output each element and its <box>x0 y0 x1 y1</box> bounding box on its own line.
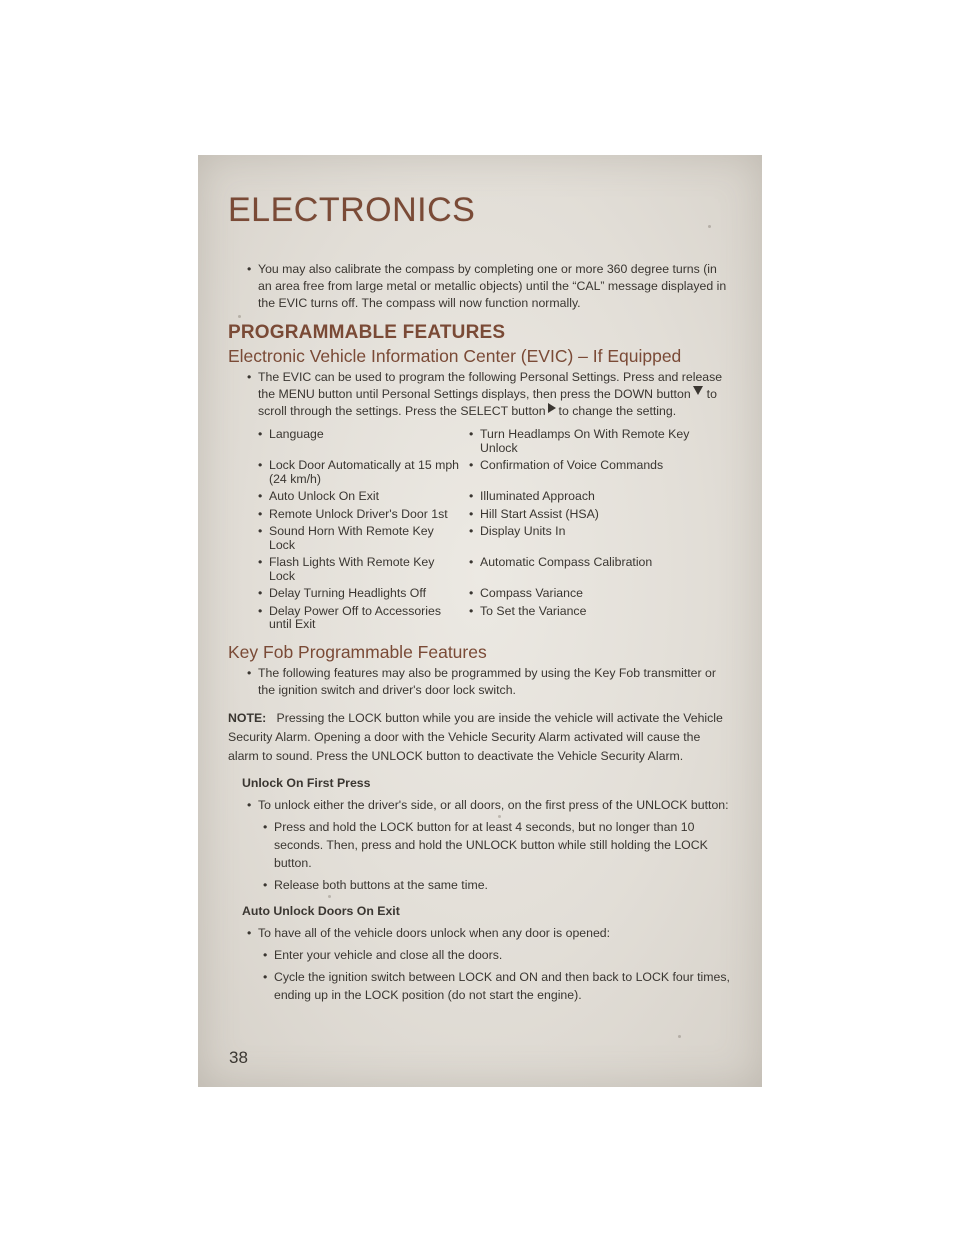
note-text: Pressing the LOCK button while you are inside the vehicle will activate the Vehicle Security Alarm. Opening a door with the Vehicle Security Alarm activated will cause the alarm to sound. Press the UNLOCK button to deactivate the Vehicle Security Alarm. <box>228 710 723 763</box>
section-title: ELECTRONICS <box>228 191 476 229</box>
settings-list-item: • Lock Door Automatically at 15 mph (24 km/h) <box>258 458 460 486</box>
page-number: 38 <box>229 1048 248 1067</box>
list-item: • Cycle the ignition switch between LOCK and ON and then back to LOCK four times, ending up in the LOCK position (do not start the engine). <box>263 969 730 1002</box>
paper-speck <box>708 225 711 228</box>
settings-list-item: • Delay Turning Headlights Off <box>258 586 426 600</box>
list-item: • To unlock either the driver's side, or all doors, on the first press of the UNLOCK button: <box>247 797 729 812</box>
list-item: • Release both buttons at the same time. <box>263 877 488 892</box>
list-item: • Enter your vehicle and close all the doors. <box>263 947 503 962</box>
bullet-glyph: • <box>247 262 252 276</box>
paper-speck <box>678 1035 681 1038</box>
evic-text-part1: The EVIC can be used to program the following Personal Settings. Press and release the MENU button until Personal Settings displays, then press the DOWN button <box>258 370 723 401</box>
evic-heading: Electronic Vehicle Information Center (EVIC) – If Equipped <box>228 346 682 366</box>
right-arrow-icon <box>548 403 556 413</box>
auto-unlock-heading: Auto Unlock Doors On Exit <box>242 903 400 918</box>
keyfob-text: The following features may also be programmed by using the Key Fob transmitter or the ignition switch and driver's door lock switch. <box>258 665 716 697</box>
settings-list-item: • Display Units In <box>469 524 566 538</box>
note-paragraph <box>228 709 730 766</box>
settings-list-item: • Remote Unlock Driver's Door 1st <box>258 506 448 521</box>
evic-bullet <box>247 369 730 420</box>
settings-grid <box>258 428 762 632</box>
settings-list-item: • Hill Start Assist (HSA) <box>469 506 599 521</box>
evic-text-part2: to scroll through the settings. Press the SELECT button <box>258 387 717 418</box>
settings-list-item: • Confirmation of Voice Commands <box>469 458 664 472</box>
keyfob-bullet <box>247 665 730 699</box>
settings-list-item: • To Set the Variance <box>469 603 587 618</box>
settings-list-item: • Flash Lights With Remote Key Lock <box>258 555 435 583</box>
evic-text-part3: to change the setting. <box>558 404 677 418</box>
settings-list-item: • Illuminated Approach <box>469 489 595 503</box>
settings-list-item: • Automatic Compass Calibration <box>469 555 653 569</box>
settings-list-item: • Language <box>258 427 324 441</box>
content-flow <box>198 261 762 1004</box>
settings-list-item: • Turn Headlamps On With Remote Key Unlock <box>469 427 690 455</box>
list-item: • To have all of the vehicle doors unlock when any door is opened: <box>247 925 611 940</box>
note-label: NOTE: <box>228 710 267 725</box>
settings-list-item: • Compass Variance <box>469 586 583 600</box>
settings-list-item: • Delay Power Off to Accessories until Exit <box>258 603 442 631</box>
intro-bullet <box>247 261 730 312</box>
settings-list-item: • Sound Horn With Remote Key Lock <box>258 524 434 552</box>
settings-list-item: • Auto Unlock On Exit <box>258 489 380 503</box>
bullet-glyph: • <box>247 370 252 384</box>
unlock-first-press-heading: Unlock On First Press <box>242 775 371 790</box>
manual-page <box>198 155 762 1087</box>
list-item: • Press and hold the LOCK button for at least 4 seconds, but no longer than 10 seconds. Then, press and hold the UNLOCK button while still holding the LOCK button. <box>263 819 708 870</box>
down-arrow-icon <box>693 386 703 395</box>
intro-text: You may also calibrate the compass by completing one or more 360 degree turns (in an area free from large metal or metallic objects) until the “CAL” message displayed in the EVIC turns off. The compass will now function normally. <box>258 262 727 310</box>
keyfob-heading: Key Fob Programmable Features <box>228 641 487 662</box>
bullet-glyph: • <box>247 665 252 680</box>
programmable-features-heading: PROGRAMMABLE FEATURES <box>228 322 506 343</box>
